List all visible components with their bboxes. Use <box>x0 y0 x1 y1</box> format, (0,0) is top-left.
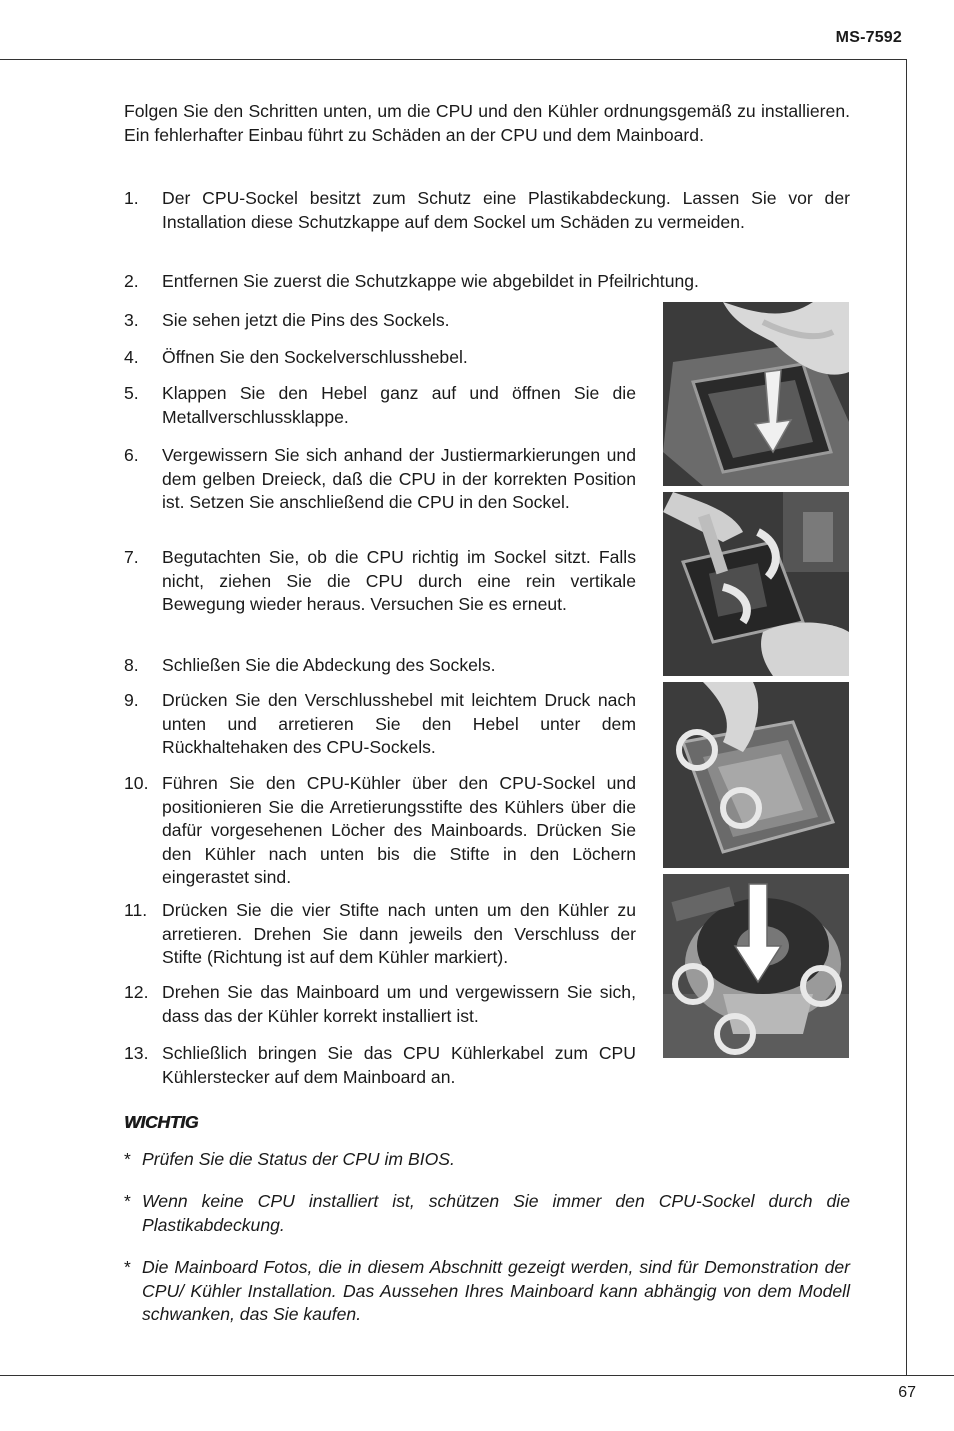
important-heading: WICHTIG <box>124 1112 199 1132</box>
step-text: Schließlich bringen Sie das CPU Kühlerkabel zum CPU Kühlerstecker auf dem Mainboard an. <box>162 1043 636 1087</box>
note-bullet: * <box>124 1191 131 1211</box>
note-bullet: * <box>124 1149 131 1169</box>
step-number: 12. <box>124 982 149 1002</box>
step-text: Entfernen Sie zuerst die Schutzkappe wie abgebildet in Pfeilrichtung. <box>162 271 699 291</box>
note-text: Prüfen Sie die Status der CPU im BIOS. <box>142 1149 455 1169</box>
step-text: Der CPU-Sockel besitzt zum Schutz eine Plastikabdeckung. Lassen Sie vor der Installation diese Schutzkappe auf dem Sockel um Schäden zu vermeiden. <box>162 188 850 232</box>
step-text: Klappen Sie den Hebel ganz auf und öffnen Sie die Metallverschlussklappe. <box>162 383 636 427</box>
note-text: Wenn keine CPU installiert ist, schützen Sie immer den CPU-Sockel durch die Plastikabdeckung. <box>142 1191 850 1235</box>
step-text: Begutachten Sie, ob die CPU richtig im Sockel sitzt. Falls nicht, ziehen Sie die CPU durch eine rein vertikale Bewegung wieder heraus. Versuchen Sie es erneut. <box>162 547 636 614</box>
step-9 <box>124 689 636 760</box>
step-number: 5. <box>124 383 139 403</box>
step-1 <box>124 187 850 234</box>
photo-open-lever <box>663 492 849 676</box>
step-11 <box>124 899 636 970</box>
step-4 <box>124 346 636 370</box>
step-text: Vergewissern Sie sich anhand der Justiermarkierungen und dem gelben Dreieck, daß die CPU in der korrekten Position ist. Setzen Sie anschließend die CPU in den Sockel. <box>162 445 636 512</box>
step-number: 11. <box>124 900 148 920</box>
note-bullet: * <box>124 1257 131 1277</box>
side-rule <box>906 59 907 1375</box>
step-number: 2. <box>124 271 139 291</box>
step-number: 1. <box>124 188 139 208</box>
header-rule <box>0 59 906 60</box>
step-3 <box>124 309 636 333</box>
note-1 <box>124 1148 850 1172</box>
step-13 <box>124 1042 636 1089</box>
step-text: Drücken Sie die vier Stifte nach unten um den Kühler zu arretieren. Drehen Sie dann jeweils den Verschluss der Stifte (Richtung ist auf dem Kühler markiert). <box>162 900 636 967</box>
footer-rule <box>0 1375 954 1376</box>
note-3 <box>124 1256 850 1327</box>
photo-insert-cpu <box>663 682 849 868</box>
step-5 <box>124 382 636 429</box>
note-2 <box>124 1190 850 1237</box>
step-number: 3. <box>124 310 139 330</box>
step-number: 13. <box>124 1043 149 1063</box>
step-text: Drücken Sie den Verschlusshebel mit leichtem Druck nach unten und arretieren Sie den Hebel unter dem Rückhaltehaken des CPU-Sockels. <box>162 690 636 757</box>
photo-install-cooler <box>663 874 849 1058</box>
photo-remove-cover <box>663 302 849 486</box>
step-number: 6. <box>124 445 139 465</box>
step-2 <box>124 270 850 294</box>
intro-paragraph: Folgen Sie den Schritten unten, um die CPU und den Kühler ordnungsgemäß zu installieren. Ein fehlerhafter Einbau führt zu Schäden an der CPU und dem Mainboard. <box>124 101 850 145</box>
step-6 <box>124 444 636 515</box>
step-number: 4. <box>124 347 139 367</box>
step-text: Öffnen Sie den Sockelverschlusshebel. <box>162 347 468 367</box>
step-text: Schließen Sie die Abdeckung des Sockels. <box>162 655 496 675</box>
page-number: 67 <box>898 1384 916 1401</box>
note-text: Die Mainboard Fotos, die in diesem Abschnitt gezeigt werden, sind für Demonstration der CPU/ Kühler Installation. Das Aussehen Ihres Mainboard kann abhängig von dem Modell schwanken, das Sie kaufen. <box>142 1257 850 1324</box>
step-number: 10. <box>124 773 149 793</box>
step-12 <box>124 981 636 1028</box>
step-10 <box>124 772 636 890</box>
step-number: 8. <box>124 655 139 675</box>
step-text: Sie sehen jetzt die Pins des Sockels. <box>162 310 450 330</box>
step-text: Drehen Sie das Mainboard um und vergewissern Sie sich, dass das der Kühler korrekt installiert ist. <box>162 982 636 1026</box>
step-number: 9. <box>124 690 139 710</box>
step-number: 7. <box>124 547 139 567</box>
step-8 <box>124 654 636 678</box>
step-text: Führen Sie den CPU-Kühler über den CPU-Sockel und positionieren Sie die Arretierungsstifte des Kühlers über die dafür vorgesehenen Löcher des Mainboards. Drücken Sie den Kühler nach unten bis die Stifte in den Löchern eingerastet sind. <box>162 773 636 887</box>
model-number: MS-7592 <box>835 29 902 46</box>
step-7 <box>124 546 636 617</box>
